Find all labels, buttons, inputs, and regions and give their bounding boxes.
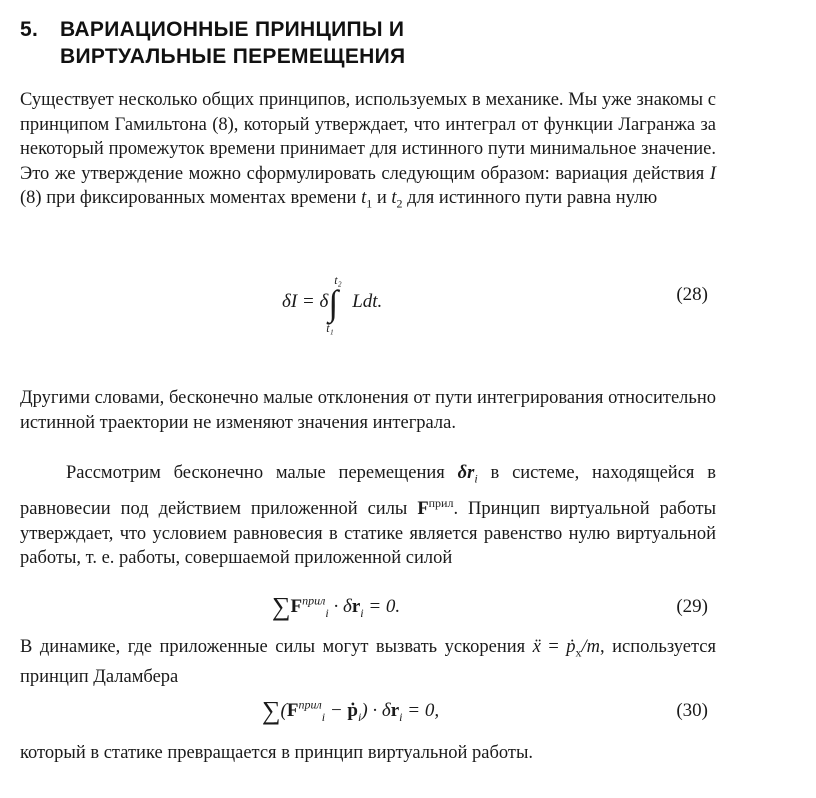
equation-30-number: (30)	[676, 700, 708, 721]
eq29-force: F	[290, 596, 303, 617]
eq29-end: = 0.	[363, 596, 401, 617]
equation-28	[20, 272, 716, 335]
section-title-line2: ВИРТУАЛЬНЫЕ ПЕРЕМЕЩЕНИЯ	[60, 45, 406, 68]
paragraph-1-text-a: Существует несколько общих принципов, используемых в механике. Мы уже знакомы с принципом Гамильтона (8), который утверждает, что интеграл от функции Лагранжа за некоторый промежуток времени принимает для истинного пути минимальное значение. Это же утверждение можно сформулировать следующим образом: вариация действия	[20, 90, 716, 184]
paragraph-2: Другими словами, бесконечно малые отклонения от пути интегрирования относительно истинной траектории не изменяют значения интеграла.	[20, 388, 716, 433]
x-double-dot: ẍ	[532, 637, 541, 657]
force-F: F	[417, 499, 429, 520]
integral-sign: ∫	[328, 283, 339, 323]
equation-29	[20, 590, 716, 626]
eq30-end: = 0,	[402, 700, 440, 721]
eq30-p-dot: ṗ	[347, 700, 358, 721]
paragraph-3-text-c: . Принцип виртуальной работы утверждает, что условием равновесия в статике является равенство нулю виртуальной работы, т. е. работы, совершаемой приложенной силой	[20, 499, 717, 569]
eq30-force-sub: i	[321, 709, 326, 724]
equation-29-number: (29)	[676, 596, 708, 617]
paragraph-5: который в статике превращается в принцип виртуальной работы.	[20, 743, 534, 763]
section-number: 5.	[20, 18, 39, 41]
variable-t2: t	[391, 188, 397, 208]
paragraph-1-text-b: (8) при фиксированных моментах времени	[20, 188, 362, 208]
delta-r-subscript: i	[474, 471, 478, 486]
paragraph-4	[20, 635, 716, 690]
paragraph-3	[20, 461, 716, 571]
eq29-force-sup: прил	[302, 593, 326, 608]
paragraph-3-text-b: в системе, находящейся в равновесии под действием приложенной силы	[20, 463, 716, 520]
eq30-open-paren: (	[280, 700, 287, 721]
eq30-close-dot-delta: ) · δ	[361, 700, 391, 721]
equation-30	[20, 694, 716, 730]
section-heading	[20, 16, 405, 70]
paragraph-1-text-c: и	[372, 188, 392, 208]
eq29-force-sub: i	[325, 605, 329, 620]
eq29-r: r	[351, 596, 361, 617]
equation-28-number: (28)	[676, 284, 708, 305]
integral-upper-limit: t₂	[334, 273, 342, 287]
delta-r: δr	[457, 463, 475, 483]
eq29-dot-delta: · δ	[328, 596, 352, 617]
section-title-line1: ВАРИАЦИОННЫЕ ПРИНЦИПЫ И	[60, 18, 405, 41]
paragraph-3-text-a: Рассмотрим бесконечно малые перемещения	[66, 463, 458, 483]
eq30-minus: −	[325, 700, 348, 721]
integral-lower-limit: t₁	[326, 321, 334, 335]
paragraph-4-equals: =	[540, 637, 567, 657]
p-dot: ṗ	[566, 637, 576, 657]
paragraph-1	[20, 88, 716, 216]
eq28-integrand: Ldt.	[352, 291, 383, 312]
variable-I: I	[709, 163, 716, 184]
force-superscript: прил	[428, 496, 454, 511]
eq30-r: r	[390, 700, 400, 721]
subscript-2: 2	[396, 196, 403, 211]
eq29-r-sub: i	[360, 605, 364, 620]
sum-sign: ∑	[272, 592, 291, 621]
sum-sign: ∑	[262, 696, 281, 725]
paragraph-4-text-a: В динамике, где приложенные силы могут вызвать ускорения	[20, 637, 533, 657]
eq30-r-sub: i	[399, 709, 403, 724]
p-subscript-x: x	[575, 645, 582, 660]
paragraph-4-text-b: , используется принцип Даламбера	[20, 637, 716, 688]
subscript-1: 1	[366, 196, 373, 211]
eq30-force: F	[286, 700, 299, 721]
eq30-force-sup: прил	[298, 697, 322, 712]
over-m: /m	[581, 637, 601, 657]
eq30-p-sub: i	[357, 709, 362, 724]
paragraph-1-text-d: для истинного пути равна нулю	[402, 188, 658, 208]
variable-t1: t	[361, 188, 367, 208]
eq28-lhs: δI = δ	[282, 291, 329, 312]
